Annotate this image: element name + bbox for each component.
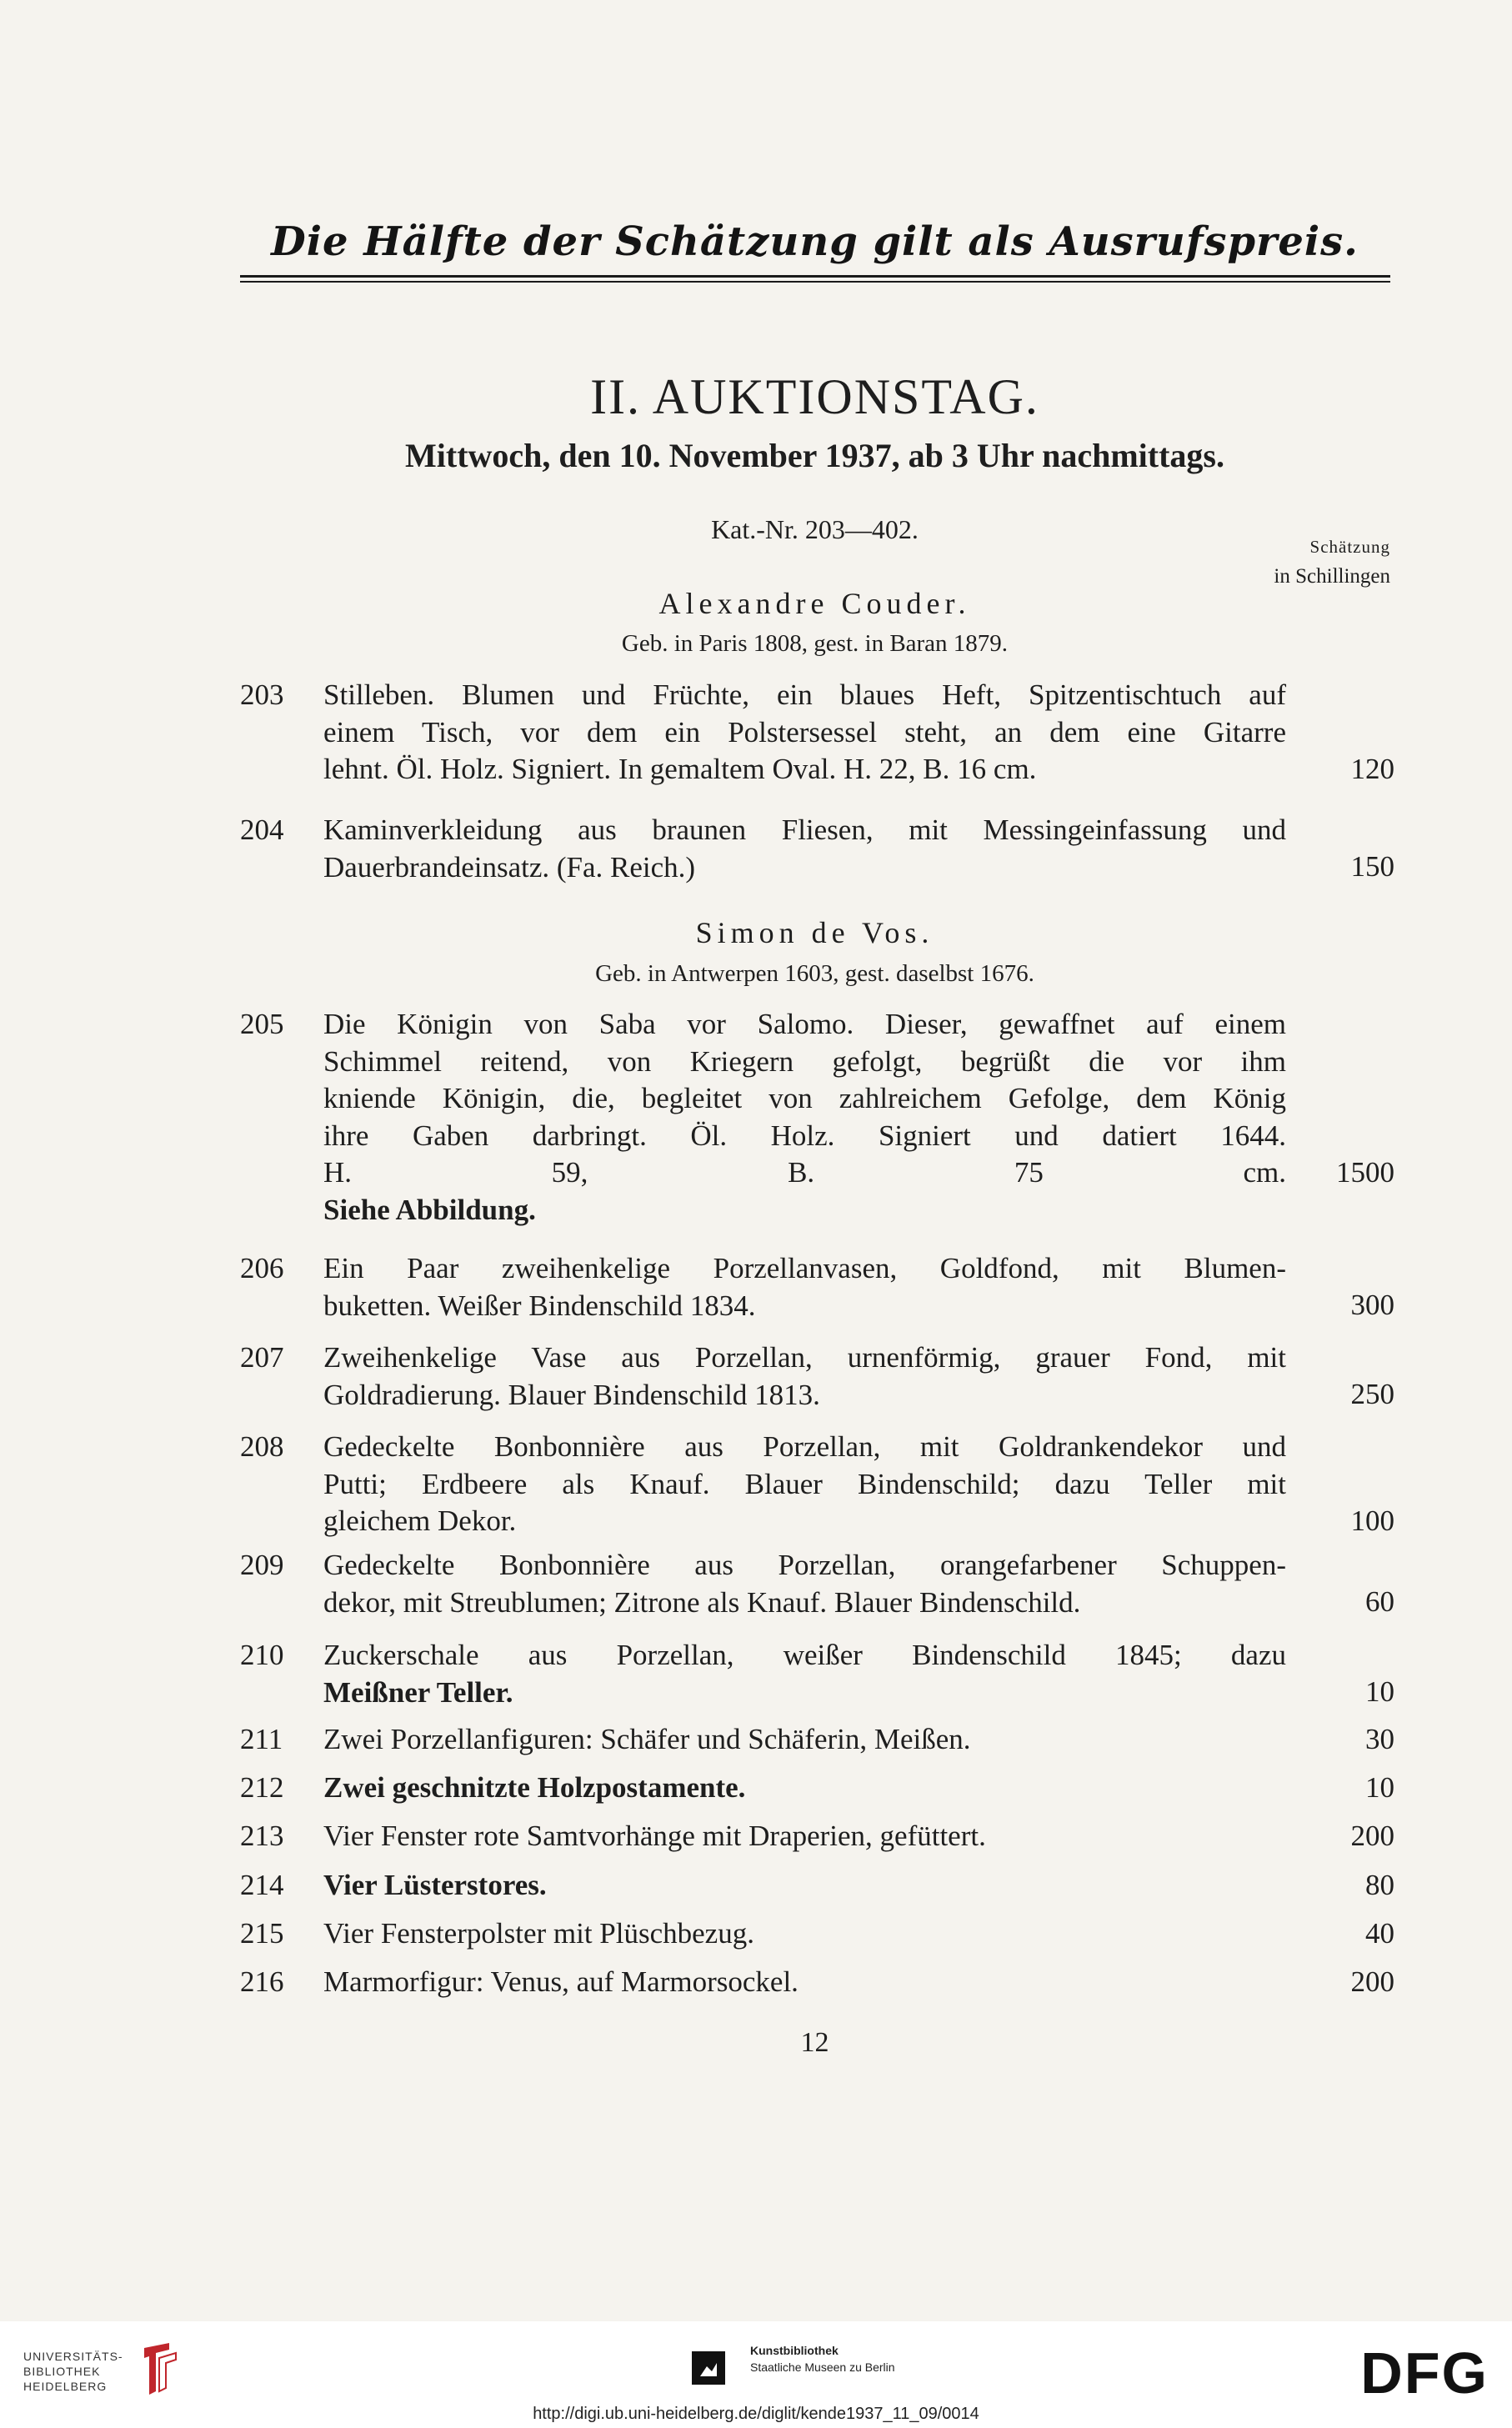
entry-number: 206 [240,1252,284,1284]
entry-number: 212 [240,1771,284,1804]
header-rule [240,275,1390,283]
entry-line: Zuckerschale aus Porzellan, weißer Bindenschild 1845; dazu [323,1639,1286,1671]
kb-title: Kunstbibliothek [750,2344,839,2357]
entry-number: 214 [240,1869,284,1901]
entry-price: 300 [1350,1289,1394,1321]
entry-line: Gedeckelte Bonbonnière aus Porzellan, mit Goldrankendekor und [323,1430,1286,1463]
kunstbibliothek-logo-icon [692,2351,725,2385]
header-title: Die Hälfte der Schätzung gilt als Ausrufspreis. [271,218,1359,265]
page-number: 12 [800,2027,829,2058]
entry-number: 216 [240,1965,284,1998]
entry-line: lehnt. Öl. Holz. Signiert. In gemaltem Oval. H. 22, B. 16 cm. [323,753,1037,785]
entry-price: 1500 [1336,1156,1394,1189]
entry-price: 40 [1365,1917,1394,1950]
day-title: II. AUKTIONSTAG. [590,369,1039,424]
entry-line: Zwei geschnitzte Holzpostamente. [323,1771,746,1804]
catalog-range: Kat.-Nr. 203—402. [711,514,919,544]
entry-text [323,1770,1286,1807]
artist-life: Geb. in Paris 1808, gest. in Baran 1879. [621,630,1009,657]
entry-number: 205 [240,1008,284,1040]
entry-line: Vier Lüsterstores. [323,1869,547,1901]
kb-subtitle: Staatliche Museen zu Berlin [750,2360,895,2374]
entry-price: 10 [1365,1675,1394,1708]
entry-price: 100 [1350,1504,1394,1537]
entry-price: 30 [1365,1723,1394,1755]
entry-number: 209 [240,1549,284,1581]
entry-line: Dauerbrandeinsatz. (Fa. Reich.) [323,850,696,884]
entry-line: Stilleben. Blumen und Früchte, ein blaues Heft, Spitzentischtuch auf [323,678,1286,711]
entry-price: 200 [1350,1820,1394,1852]
footer-bar [0,2321,1512,2428]
uni-line: BIBLIOTHEK [23,2365,101,2378]
uni-line: HEIDELBERG [23,2380,108,2393]
artist-name: Simon de Vos. [695,916,934,949]
entry-text [323,1964,1286,2001]
entry-line: Vier Fenster rote Samtvorhänge mit Draperien, gefüttert. [323,1820,986,1852]
entry-line: Die Königin von Saba vor Salomo. Dieser, gewaffnet auf einem [323,1008,1286,1040]
entry-line: Vier Fensterpolster mit Plüschbezug. [323,1917,754,1950]
estimate-label: Schätzung [1309,537,1390,557]
entry-price: 200 [1350,1965,1394,1998]
entry-text [323,1637,1286,1711]
uni-line: UNIVERSITÄTS- [23,2350,123,2363]
entry-text [323,1818,1286,1855]
entry-line: Ein Paar zweihenkelige Porzellanvasen, Goldfond, mit Blumen- [323,1252,1286,1284]
artist-life: Geb. in Antwerpen 1603, gest. daselbst 1676. [595,960,1034,987]
entry-number: 204 [240,814,284,846]
entry-text [323,1547,1286,1621]
entry-number: 207 [240,1341,284,1374]
entry-line: Kaminverkleidung aus braunen Fliesen, mit Messingeinfassung und [323,814,1286,846]
entry-text [323,1721,1286,1759]
dfg-logo: DFG [1360,2340,1489,2405]
entry-price: 80 [1365,1869,1394,1901]
entry-text [323,677,1286,788]
entry-number: 203 [240,678,284,711]
entry-line: einem Tisch, vor dem ein Polstersessel steht, an dem eine Gitarre [323,715,1286,748]
entry-price: 250 [1350,1378,1394,1410]
entry-line: Putti; Erdbeere als Knauf. Blauer Bindenschild; dazu Teller mit [323,1467,1286,1500]
university-logo-icon [138,2340,181,2398]
entry-price: 150 [1350,850,1394,883]
kunstbibliothek-label [750,2342,895,2375]
entry-text [323,812,1286,886]
entry-text [323,1867,1286,1905]
entry-line: ihre Gaben darbringt. Öl. Holz. Signiert und datiert 1644. [323,1119,1286,1152]
entry-line: gleichem Dekor. [323,1504,517,1537]
entry-text [323,1006,1286,1229]
entry-price: 10 [1365,1771,1394,1804]
entry-text [323,1339,1286,1414]
entry-text [323,1915,1286,1953]
estimate-currency: in Schillingen [1274,565,1390,588]
entry-line: Schimmel reitend, von Kriegern gefolgt, begrüßt die vor ihm [323,1044,1286,1078]
entry-line: buketten. Weißer Bindenschild 1834. [323,1289,756,1322]
entry-line: Zweihenkelige Vase aus Porzellan, urnenförmig, grauer Fond, mit [323,1341,1286,1374]
entry-line: Gedeckelte Bonbonnière aus Porzellan, orangefarbener Schuppen- [323,1549,1286,1581]
entry-line: Marmorfigur: Venus, auf Marmorsockel. [323,1965,799,1998]
entry-price: 120 [1350,753,1394,785]
entry-price: 60 [1365,1585,1394,1618]
entry-line: H. 59, B. 75 cm. [323,1156,1286,1189]
entry-line: Siehe Abbildung. [323,1193,536,1226]
entry-line: Meißner Teller. [323,1675,513,1709]
entry-line: Goldradierung. Blauer Bindenschild 1813. [323,1378,820,1411]
entry-text [323,1250,1286,1324]
entry-number: 211 [240,1723,283,1755]
entry-number: 208 [240,1430,284,1463]
artist-name: Alexandre Couder. [658,587,971,620]
university-library-label [23,2349,123,2394]
entry-text [323,1429,1286,1540]
entry-number: 213 [240,1820,284,1852]
day-subtitle: Mittwoch, den 10. November 1937, ab 3 Uhr nachmittags. [405,437,1224,474]
entry-line: kniende Königin, die, begleitet von zahlreichem Gefolge, dem König [323,1082,1286,1114]
source-url[interactable]: http://digi.ub.uni-heidelberg.de/diglit/kende1937_11_09/0014 [533,2405,979,2423]
estimate-heading [1274,532,1390,592]
entry-number: 215 [240,1917,284,1950]
entry-line: dekor, mit Streublumen; Zitrone als Knauf. Blauer Bindenschild. [323,1585,1081,1619]
entry-number: 210 [240,1639,284,1671]
entry-line: Zwei Porzellanfiguren: Schäfer und Schäferin, Meißen. [323,1723,971,1755]
